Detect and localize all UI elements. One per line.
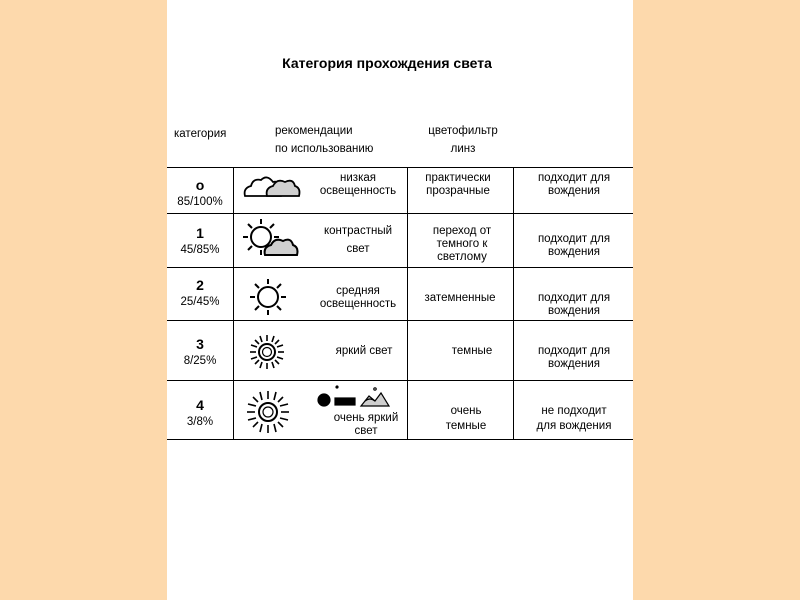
header-recommendation: рекомендации по использованию [275, 125, 374, 155]
light-cell: низкая освещенность [319, 172, 397, 197]
filter-cell: затемненные [424, 292, 496, 304]
table-divider [167, 320, 633, 321]
category-cell: 2 25/45% [180, 277, 220, 308]
driving-cell: подходит для вождения [537, 172, 611, 197]
driving-cell: подходит для вождения [537, 233, 611, 258]
filter-cell: практически прозрачные [425, 172, 491, 197]
cloudy-icon [241, 170, 303, 204]
light-cell: контрастный свет [323, 225, 393, 255]
driving-cell: подходит для вождения [537, 292, 611, 317]
filter-cell: темные [451, 345, 493, 357]
snow-mountain-icon [315, 384, 391, 412]
light-cell: яркий свет [335, 345, 393, 357]
sun-behind-cloud-icon [239, 215, 303, 263]
category-cell: 4 3/8% [186, 397, 214, 428]
driving-cell: не подходит для вождения [536, 405, 612, 432]
table-divider [167, 167, 633, 168]
table-column-divider [233, 167, 234, 440]
sun-outline-icon [245, 275, 291, 319]
table-column-divider [513, 167, 514, 440]
filter-cell: переход от темного к светлому [432, 225, 492, 263]
header-category: категория [174, 128, 227, 140]
filter-cell: очень темные [445, 405, 487, 432]
document-page [167, 0, 633, 600]
driving-cell: подходит для вождения [537, 345, 611, 370]
table-divider [167, 380, 633, 381]
bright-sun-icon [247, 332, 287, 372]
header-filter: цветофильтр линз [428, 125, 498, 155]
category-cell: 3 8/25% [183, 336, 217, 367]
table-divider [167, 439, 633, 440]
category-cell: o 85/100% [177, 177, 223, 208]
category-cell: 1 45/85% [180, 225, 220, 256]
table-divider [167, 267, 633, 268]
light-cell: средняя освещенность [319, 285, 397, 310]
table-column-divider [407, 167, 408, 440]
very-bright-sun-icon [245, 389, 291, 435]
light-cell: очень яркий свет [333, 412, 399, 437]
page-title: Категория прохождения света [282, 55, 492, 71]
table-divider [167, 213, 633, 214]
